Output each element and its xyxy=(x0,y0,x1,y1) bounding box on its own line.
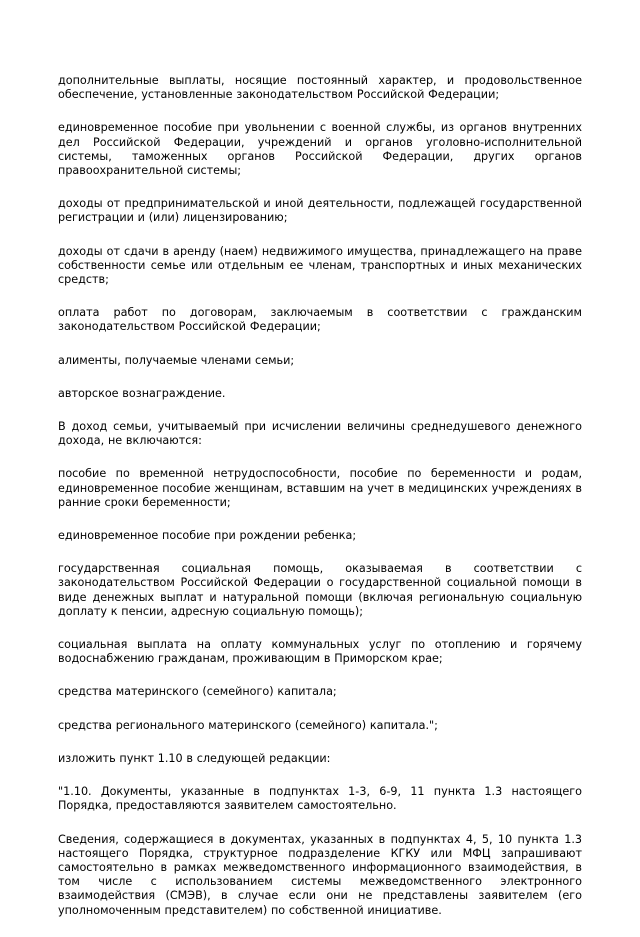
paragraph-additional-payments: дополнительные выплаты, носящие постоянный характер, и продовольственное обеспечение, установленные законодательством Российской Федерации; xyxy=(58,74,582,102)
paragraph-utility-payment: социальная выплата на оплату коммунальных услуг по отоплению и горячему водоснабжению гражданам, проживающим в Приморском крае; xyxy=(58,638,582,666)
paragraph-alimony: алименты, получаемые членами семьи; xyxy=(58,353,295,367)
paragraph-military-discharge-benefit: единовременное пособие при увольнении с военной службы, из органов внутренних дел Российской Федерации, учреждений и органов уголовно-исполнительной системы, таможенных органов Российской Федерации, других органов правоохранительной системы; xyxy=(58,121,582,178)
paragraph-clause-1-10: "1.10. Документы, указанные в подпунктах 1-3, 6-9, 11 пункта 1.3 настоящего Порядка, предоставляются заявителем самостоятельно. xyxy=(58,785,582,813)
paragraph-maternity-capital: средства материнского (семейного) капитала; xyxy=(58,685,337,699)
paragraph-business-income: доходы от предпринимательской и иной деятельности, подлежащей государственной регистрации и (или) лицензированию; xyxy=(58,197,582,225)
paragraph-childbirth-benefit: единовременное пособие при рождении ребенка; xyxy=(58,529,357,543)
paragraph-state-social-assistance: государственная социальная помощь, оказываемая в соответствии с законодательством Российской Федерации о государственной социальной помощи в виде денежных выплат и натуральной помощи (включая региональную социальную доплату к пенсии, адресную социальную помощь); xyxy=(58,562,582,618)
paragraph-interagency-requests: Сведения, содержащиеся в документах, указанных в подпунктах 4, 5, 10 пункта 1.3 настоящего Порядка, структурное подразделение КГКУ или МФЦ запрашивают самостоятельно в рамках межведомственного информационного взаимодействия, в том числе с использованием системы межведомственного электронного взаимодействия (СМЭВ), в случае если они не представлены заявителем (его уполномоченным представителем) по собственной инициативе. xyxy=(58,832,582,917)
paragraph-amend-clause: изложить пункт 1.10 в следующей редакции: xyxy=(58,751,331,765)
paragraph-rental-income: доходы от сдачи в аренду (наем) недвижимого имущества, принадлежащего на праве собственности семье или отдельным ее членам, транспортных и иных механических средств; xyxy=(58,244,582,287)
paragraph-royalties: авторское вознаграждение. xyxy=(58,386,226,400)
paragraph-disability-maternity-benefits: пособие по временной нетрудоспособности, пособие по беременности и родам, единовременное пособие женщинам, вставшим на учет в медицинских учреждениях в ранние сроки беременности; xyxy=(58,467,582,509)
document-page xyxy=(58,74,582,937)
paragraph-regional-maternity-capital: средства регионального материнского (семейного) капитала."; xyxy=(58,718,438,732)
paragraph-exclusions-intro: В доход семьи, учитываемый при исчислении величины среднедушевого денежного дохода, не включаются: xyxy=(58,420,582,448)
paragraph-contract-payments: оплата работ по договорам, заключаемым в соответствии с гражданским законодательством Российской Федерации; xyxy=(58,306,582,334)
